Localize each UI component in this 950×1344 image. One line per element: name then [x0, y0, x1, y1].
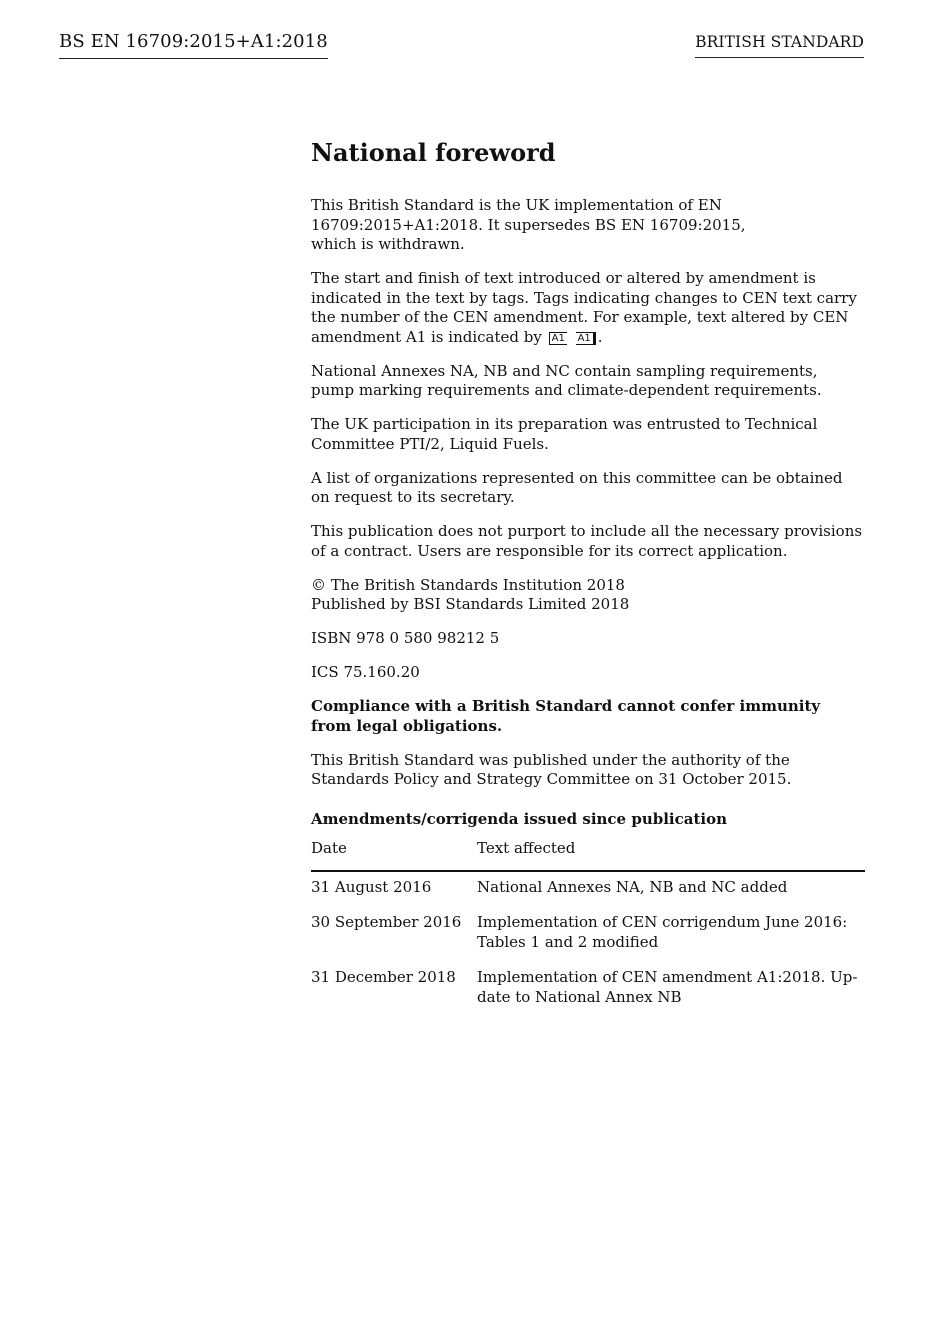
- paragraph-amendment-end: .: [597, 327, 603, 346]
- paragraph-organizations: A list of organizations represented on this committee can be obtained on request to its secretary.: [311, 468, 843, 506]
- paragraph-authority: This British Standard was published under the authority of the Standards Policy and Strategy Committee on 31 October 2015.: [311, 750, 792, 788]
- amendments-table: [311, 839, 865, 1017]
- published-line: Published by BSI Standards Limited 2018: [311, 595, 630, 613]
- paragraph-provisions: This publication does not purport to include all the necessary provisions of a contract. Users are responsible for its correct application.: [311, 522, 863, 560]
- amendment-start-tag-icon: A1: [549, 332, 567, 345]
- document-series: BRITISH STANDARD: [695, 31, 864, 58]
- amendment-text: National Annexes NA, NB and NC added: [477, 877, 788, 896]
- amendment-text: Implementation of CEN amendment A1:2018. Update to National Annex NB: [477, 968, 858, 1006]
- table-row: [311, 962, 865, 1017]
- ics: ICS 75.160.20: [311, 663, 420, 681]
- copyright-line: © The British Standards Institution 2018: [311, 575, 625, 594]
- column-header-text-affected: Text affected: [477, 839, 865, 871]
- column-header-date: Date: [311, 839, 477, 871]
- amendments-title: Amendments/corrigenda issued since publication: [311, 809, 727, 828]
- amendment-end-tag-icon: A1: [576, 332, 596, 345]
- paragraph-amendment-tags: [311, 269, 865, 347]
- table-header-row: [311, 839, 865, 871]
- table-row: [311, 907, 865, 962]
- paragraph-committee: The UK participation in its preparation was entrusted to Technical Committee PTI/2, Liquid Fuels.: [311, 415, 818, 453]
- paragraph-implementation: This British Standard is the UK implementation of EN 16709:2015+A1:2018. It supersedes BS EN 16709:2015, which is withdrawn.: [311, 196, 746, 253]
- amendment-date: 31 December 2018: [311, 968, 456, 986]
- paragraph-national-annexes: National Annexes NA, NB and NC contain sampling requirements, pump marking requirements and climate-dependent requirements.: [311, 361, 822, 399]
- amendment-date: 30 September 2016: [311, 913, 462, 931]
- table-row: [311, 871, 865, 908]
- foreword-content: [311, 137, 865, 1017]
- amendment-text: Implementation of CEN corrigendum June 2016: Tables 1 and 2 modified: [477, 913, 848, 951]
- paragraph-copyright: [311, 576, 865, 615]
- paragraph-amendment-text: The start and finish of text introduced or altered by amendment is indicated in the text by tags. Tags indicating changes to CEN text carry the number of the CEN amendment. For example, text altered by CEN amendment A1 is indicated by: [311, 269, 857, 346]
- isbn: ISBN 978 0 580 98212 5: [311, 629, 500, 647]
- compliance-statement: Compliance with a British Standard cannot confer immunity from legal obligations.: [311, 697, 821, 735]
- document-id: BS EN 16709:2015+A1:2018: [59, 30, 328, 59]
- page-title: National foreword: [311, 138, 556, 167]
- amendment-date: 31 August 2016: [311, 877, 432, 896]
